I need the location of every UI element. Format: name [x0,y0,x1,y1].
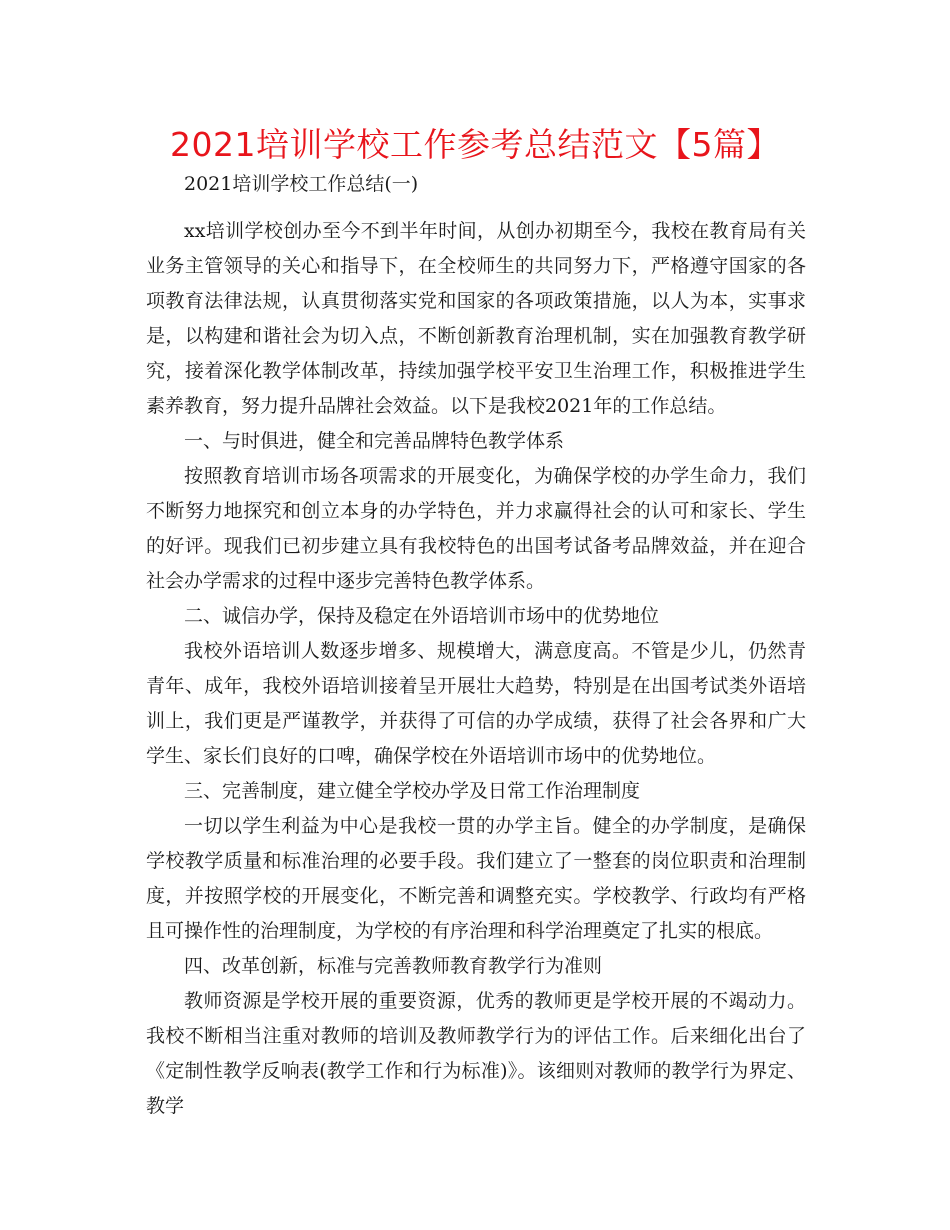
section-heading-1: 一、与时俱进，健全和完善品牌特色教学体系 [184,430,565,452]
document-body [146,172,806,1124]
document-title: 2021培训学校工作参考总结范文【5篇】 [170,125,780,164]
section-heading-4: 四、改革创新，标准与完善教师教育教学行为准则 [184,955,603,977]
paragraph-2: 我校外语培训人数逐步增多、规模增大，满意度高。不管是少儿，仍然青青年、成年，我校外语培训接着呈开展壮大趋势，特别是在出国考试类外语培训上，我们更是严谨教学，并获得了可信的办学成绩，获得了社会各界和广大学生、家长们良好的口啤，确保学校在外语培训市场中的优势地位。 [146,640,806,767]
section-heading-3: 三、完善制度，建立健全学校办学及日常工作治理制度 [184,780,641,802]
section-heading-2: 二、诚信办学，保持及稳定在外语培训市场中的优势地位 [184,605,660,627]
section-subtitle: 2021培训学校工作总结(一) [184,173,419,195]
paragraph-intro: xx培训学校创办至今不到半年时间，从创办初期至今，我校在教育局有关业务主管领导的关心和指导下，在全校师生的共同努力下，严格遵守国家的各项教育法律法规，认真贯彻落实党和国家的各项政策措施，以人为本，实事求是，以构建和谐社会为切入点，不断创新教育治理机制，实在加强教育教学研究，接着深化教学体制改革，持续加强学校平安卫生治理工作，积极推进学生素养教育，努力提升品牌社会效益。以下是我校2021年的工作总结。 [146,220,806,417]
paragraph-3: 一切以学生利益为中心是我校一贯的办学主旨。健全的办学制度，是确保学校教学质量和标准治理的必要手段。我们建立了一整套的岗位职责和治理制度，并按照学校的开展变化，不断完善和调整充实。学校教学、行政均有严格且可操作性的治理制度，为学校的有序治理和科学治理奠定了扎实的根底。 [146,815,806,942]
paragraph-1: 按照教育培训市场各项需求的开展变化，为确保学校的办学生命力，我们不断努力地探究和创立本身的办学特色，并力求赢得社会的认可和家长、学生的好评。现我们已初步建立具有我校特色的出国考试备考品牌效益，并在迎合社会办学需求的过程中逐步完善特色教学体系。 [146,465,806,592]
paragraph-4: 教师资源是学校开展的重要资源，优秀的教师更是学校开展的不竭动力。我校不断相当注重对教师的培训及教师教学行为的评估工作。后来细化出台了《定制性教学反响表(教学工作和行为标准)》。该细则对教师的教学行为界定、教学 [146,990,806,1117]
